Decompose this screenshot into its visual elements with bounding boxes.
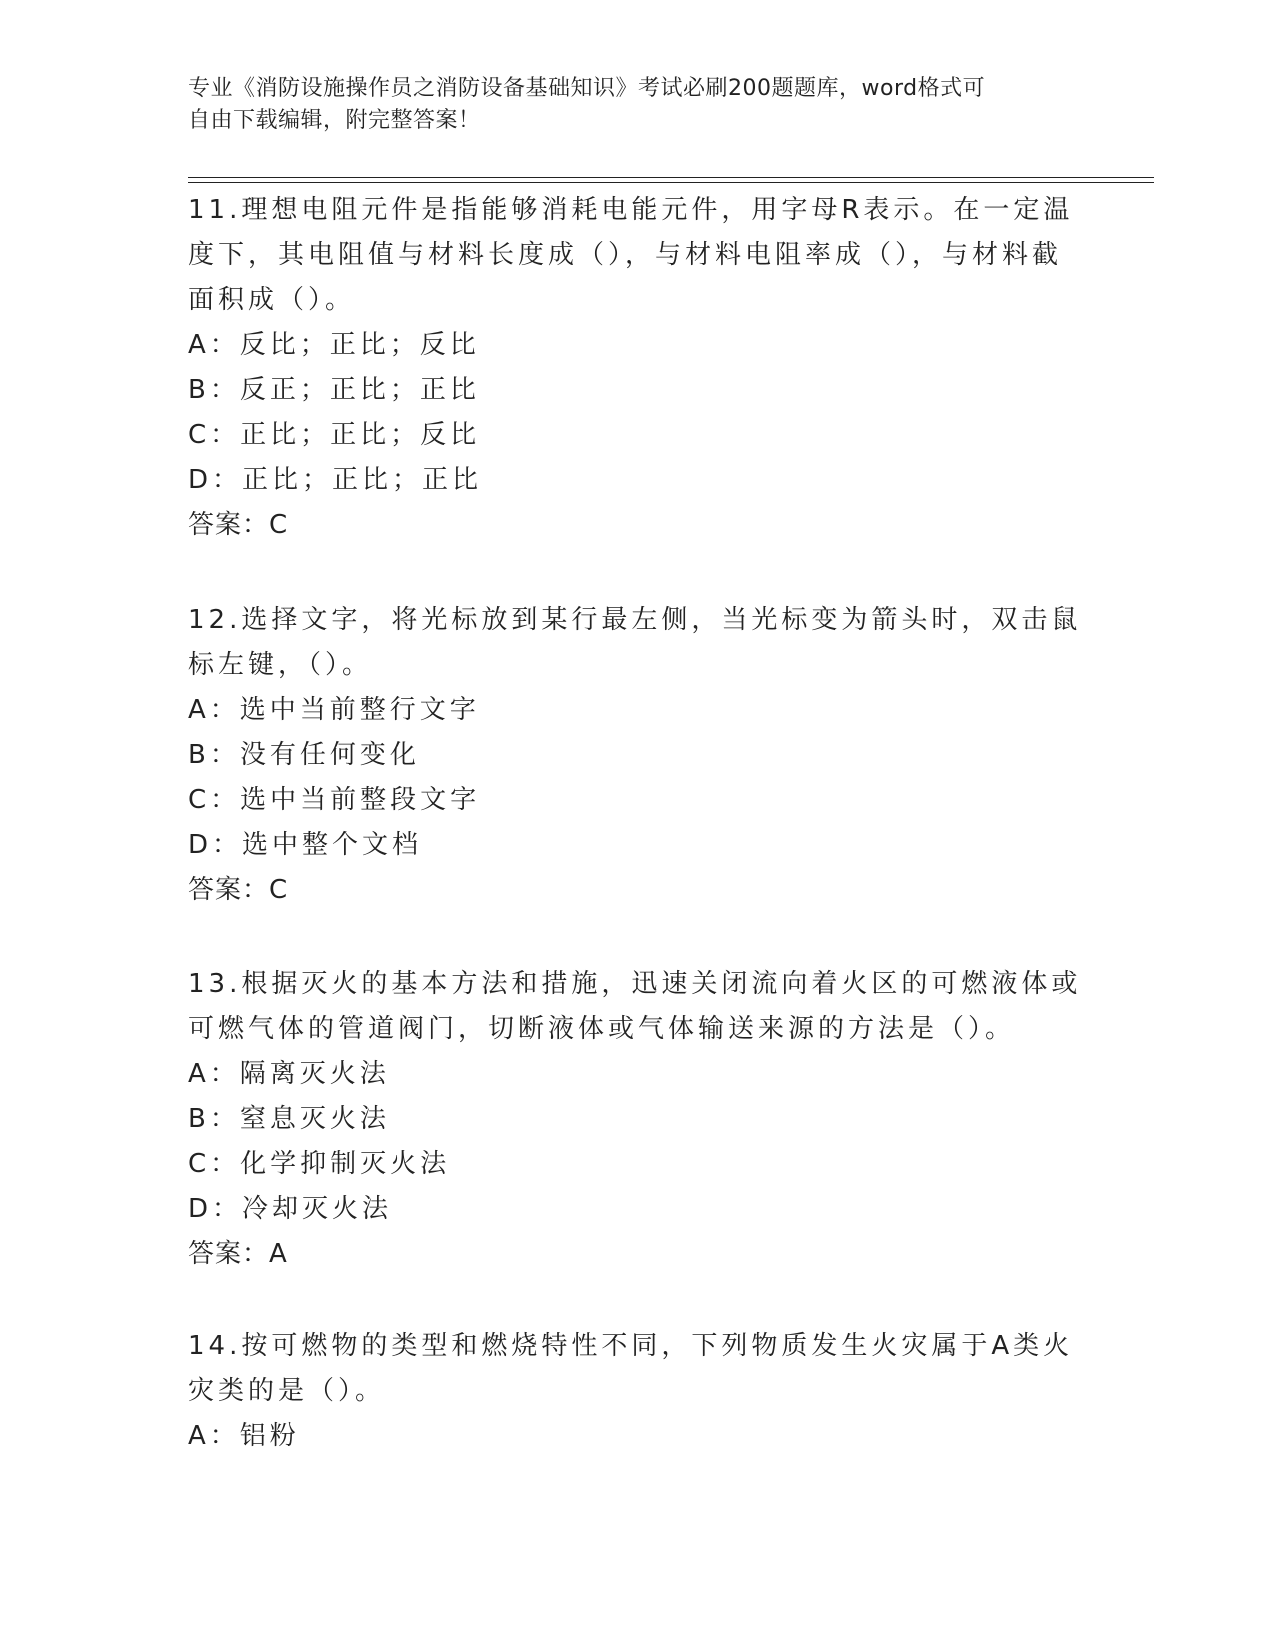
header-title-line-1: 专业《消防设施操作员之消防设备基础知识》考试必刷200题题库，word格式可 — [188, 76, 986, 101]
header-divider-top — [188, 177, 1154, 178]
option-b: B：没有任何变化 — [188, 740, 420, 770]
option-d: D：正比；正比；正比 — [188, 465, 483, 495]
question-stem: 11.理想电阻元件是指能够消耗电能元件，用字母R表示。在一定温度下，其电阻值与材料长度成（），与材料电阻率成（），与材料截面积成（）。 — [188, 195, 1074, 315]
option-a: A：隔离灭火法 — [188, 1059, 390, 1089]
answer: 答案：A — [188, 1239, 288, 1269]
question-stem: 14.按可燃物的类型和燃烧特性不同，下列物质发生火灾属于A类火灾类的是（）。 — [188, 1331, 1074, 1406]
question-stem: 12.选择文字，将光标放到某行最左侧，当光标变为箭头时，双击鼠标左键，（）。 — [188, 605, 1082, 680]
question-12 — [188, 598, 1088, 913]
option-d: D：选中整个文档 — [188, 830, 423, 860]
header-divider-bottom — [188, 182, 1154, 183]
answer: 答案：C — [188, 875, 289, 905]
option-b: B：反正；正比；正比 — [188, 375, 480, 405]
option-c: C：化学抑制灭火法 — [188, 1149, 451, 1179]
option-a: A：选中当前整行文字 — [188, 695, 480, 725]
option-c: C：正比；正比；反比 — [188, 420, 481, 450]
question-stem: 13.根据灭火的基本方法和措施，迅速关闭流向着火区的可燃液体或可燃气体的管道阀门，切断液体或气体输送来源的方法是（）。 — [188, 969, 1082, 1044]
option-a: A：反比；正比；反比 — [188, 330, 480, 360]
option-a: A：铝粉 — [188, 1421, 300, 1451]
question-11 — [188, 188, 1088, 548]
document-header — [188, 73, 1068, 137]
question-14 — [188, 1324, 1088, 1459]
header-title-line-2: 自由下载编辑，附完整答案！ — [188, 108, 481, 133]
answer: 答案：C — [188, 510, 289, 540]
option-c: C：选中当前整段文字 — [188, 785, 481, 815]
option-b: B：窒息灭火法 — [188, 1104, 390, 1134]
question-13 — [188, 962, 1088, 1277]
option-d: D：冷却灭火法 — [188, 1194, 393, 1224]
